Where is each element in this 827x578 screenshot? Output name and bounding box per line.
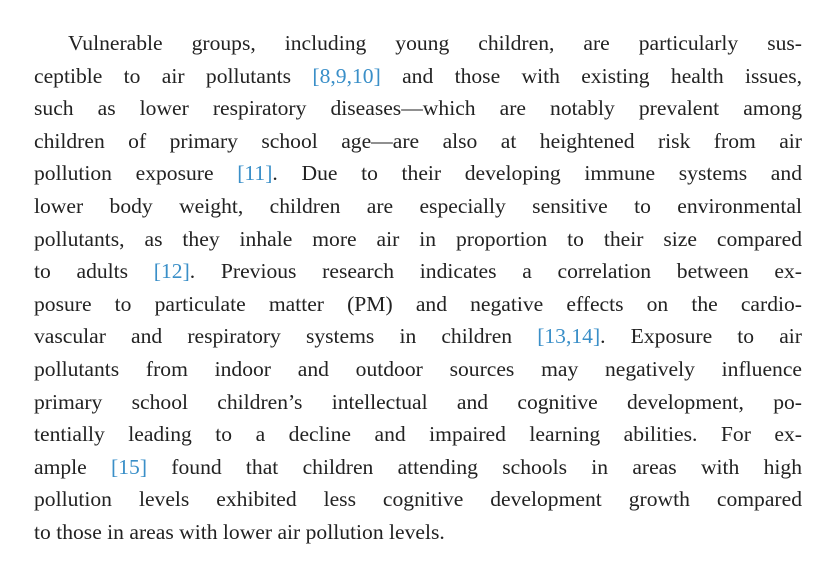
text-segment: pollution exposure	[34, 161, 238, 186]
text-segment: . Previous research indicates a correlation between ex-	[189, 259, 802, 284]
text-segment: . Due to their developing immune systems and	[272, 161, 802, 186]
text-segment: lower body weight, children are especially sensitive to environmental	[34, 193, 802, 218]
text-segment: ample	[34, 454, 112, 479]
text-line	[34, 27, 802, 60]
text-segment: and those with existing health issues,	[380, 63, 802, 88]
text-segment: pollution levels exhibited less cognitive development growth compared	[34, 487, 802, 512]
text-line	[34, 483, 802, 516]
text-segment: found that children attending schools in areas with high	[147, 454, 802, 479]
text-segment: . Exposure to air	[600, 324, 802, 349]
text-segment: to adults	[34, 259, 154, 284]
text-line	[34, 386, 802, 419]
text-segment: tentially leading to a decline and impaired learning abilities. For ex-	[34, 422, 802, 447]
text-line	[34, 255, 802, 288]
text-line	[34, 125, 802, 158]
text-line	[34, 223, 802, 256]
text-segment: pollutants, as they inhale more air in proportion to their size compared	[34, 226, 802, 251]
text-line	[34, 320, 802, 353]
text-segment: primary school children’s intellectual and cognitive development, po-	[34, 389, 802, 414]
text-line	[34, 288, 802, 321]
text-segment: ceptible to air pollutants	[34, 63, 313, 88]
citation-link[interactable]: [13,14]	[537, 324, 601, 349]
text-segment: pollutants from indoor and outdoor sources may negatively influence	[34, 356, 802, 381]
text-line	[34, 157, 802, 190]
citation-link[interactable]: [12]	[153, 259, 190, 284]
text-segment: vascular and respiratory systems in children	[34, 324, 538, 349]
text-segment: Vulnerable groups, including young children, are particularly sus-	[68, 31, 802, 55]
text-segment: to those in areas with lower air pollution levels.	[34, 519, 445, 544]
body-paragraph	[34, 27, 802, 549]
text-segment: such as lower respiratory diseases—which are notably prevalent among	[34, 96, 802, 121]
text-segment: children of primary school age—are also at heightened risk from air	[34, 128, 802, 153]
text-line	[34, 353, 802, 386]
text-line	[34, 190, 802, 223]
text-line	[34, 451, 802, 484]
text-line	[34, 60, 802, 93]
citation-link[interactable]: [8,9,10]	[312, 63, 381, 88]
citation-link[interactable]: [11]	[237, 161, 273, 186]
text-line	[34, 92, 802, 125]
text-line	[34, 516, 802, 549]
text-line	[34, 418, 802, 451]
citation-link[interactable]: [15]	[111, 454, 148, 479]
text-segment: posure to particulate matter (PM) and negative effects on the cardio-	[34, 291, 802, 316]
